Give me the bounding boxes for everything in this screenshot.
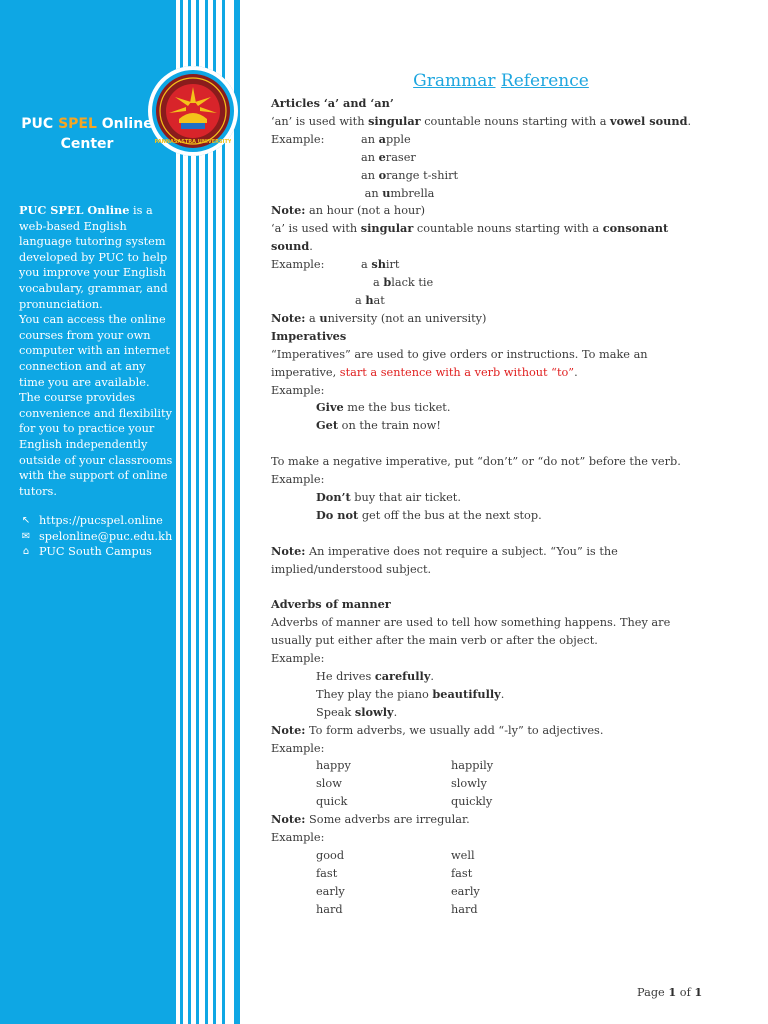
- sidebar-description: PUC SPEL Online is a web-based English language tutoring system developed by PUC to help you improve your English vocabulary, grammar, and pronunciation. You can access the online courses from your own computer with an internet connection and at any time you are available. The course provides convenience and flexibility for you to practice your English independently outside of your classrooms with the support of online tutors.: [19, 203, 173, 498]
- a-rule: ‘a’ is used with singular countable nouns starting with a consonant: [271, 221, 669, 236]
- word-pair: good well: [316, 849, 475, 863]
- cursor-icon: ↖: [21, 515, 31, 526]
- example-item: Get on the train now!: [316, 418, 441, 433]
- note-cont: implied/understood subject.: [271, 562, 432, 576]
- paragraph: imperative, start a sentence with a verb without “to”.: [271, 365, 578, 379]
- paragraph: usually put either after the main verb or after the object.: [271, 634, 598, 648]
- section-heading-articles: Articles ‘a’ and ‘an’: [271, 96, 394, 110]
- example-item: a hat: [355, 292, 385, 307]
- paragraph: “Imperatives” are used to give orders or instructions. To make an: [271, 347, 648, 361]
- example-item: an orange t-shirt: [361, 167, 459, 182]
- example-item: a black tie: [373, 275, 434, 290]
- page-title: Grammar Reference: [413, 71, 589, 91]
- section-heading-imperatives: Imperatives: [271, 328, 347, 343]
- example-item: an eraser: [361, 149, 416, 164]
- example-item: Give me the bus ticket.: [316, 400, 451, 415]
- campus-location: ⌂ PUC South Campus: [19, 544, 175, 560]
- logo-text: PANNASASTRA UNIVERSITY: [155, 139, 231, 145]
- example-item: They play the piano beautifully.: [316, 686, 505, 701]
- grammar-reference: [271, 70, 711, 919]
- example-item: Don’t buy that air ticket.: [316, 489, 461, 504]
- note: Note: a university (not an university): [271, 310, 487, 325]
- decorative-stripe: [213, 0, 216, 1024]
- section-heading-adverbs: Adverbs of manner: [271, 597, 391, 612]
- word-pair: slow slowly: [316, 777, 487, 791]
- word-pair: quick quickly: [316, 795, 493, 809]
- spel-accent: SPEL: [58, 116, 97, 132]
- sidebar-title: PUC SPEL Online Center: [21, 116, 153, 152]
- note: Note: An imperative does not require a subject. “You” is the: [271, 543, 618, 558]
- highlighted-rule: start a sentence with a verb without “to”: [339, 365, 575, 379]
- page-number: Page 1 of 1: [637, 985, 703, 999]
- email-link[interactable]: ✉ spelonline@puc.edu.kh: [19, 529, 175, 545]
- example-item: Do not get off the bus at the next stop.: [316, 507, 542, 522]
- example-label: Example:: [271, 383, 325, 397]
- decorative-stripe: [222, 0, 225, 1024]
- word-pair: early early: [316, 884, 480, 898]
- paragraph: To make a negative imperative, put “don’t” or “do not” before the verb.: [271, 455, 681, 469]
- location-icon: ⌂: [22, 546, 30, 558]
- word-pair: happy happily: [316, 759, 494, 773]
- an-rule: ‘an’ is used with singular countable nouns starting with a vowel sound.: [271, 113, 692, 128]
- example-label: Example:: [271, 741, 325, 755]
- word-pair: fast fast: [316, 866, 473, 880]
- decorative-stripe: [234, 0, 240, 1024]
- contact-info: [19, 513, 175, 560]
- example-row: Example: an apple: [271, 131, 411, 146]
- example-label: Example:: [271, 831, 325, 845]
- paragraph: Adverbs of manner are used to tell how something happens. They are: [271, 616, 671, 630]
- word-pair: hard hard: [316, 902, 478, 916]
- note: Note: To form adverbs, we usually add “-ly” to adjectives.: [271, 722, 604, 737]
- note: Note: Some adverbs are irregular.: [271, 812, 470, 827]
- example-item: Speak slowly.: [316, 704, 398, 719]
- a-rule-cont: sound.: [271, 239, 313, 254]
- example-item: He drives carefully.: [316, 668, 434, 683]
- note: Note: an hour (not a hour): [271, 203, 426, 218]
- university-logo: [155, 73, 231, 149]
- example-row: Example: a shirt: [271, 257, 400, 272]
- example-label: Example:: [271, 652, 325, 666]
- envelope-icon: ✉: [21, 530, 31, 542]
- example-label: Example:: [271, 473, 325, 487]
- example-item: an umbrella: [361, 185, 435, 200]
- website-link[interactable]: ↖ https://pucspel.online: [19, 513, 175, 529]
